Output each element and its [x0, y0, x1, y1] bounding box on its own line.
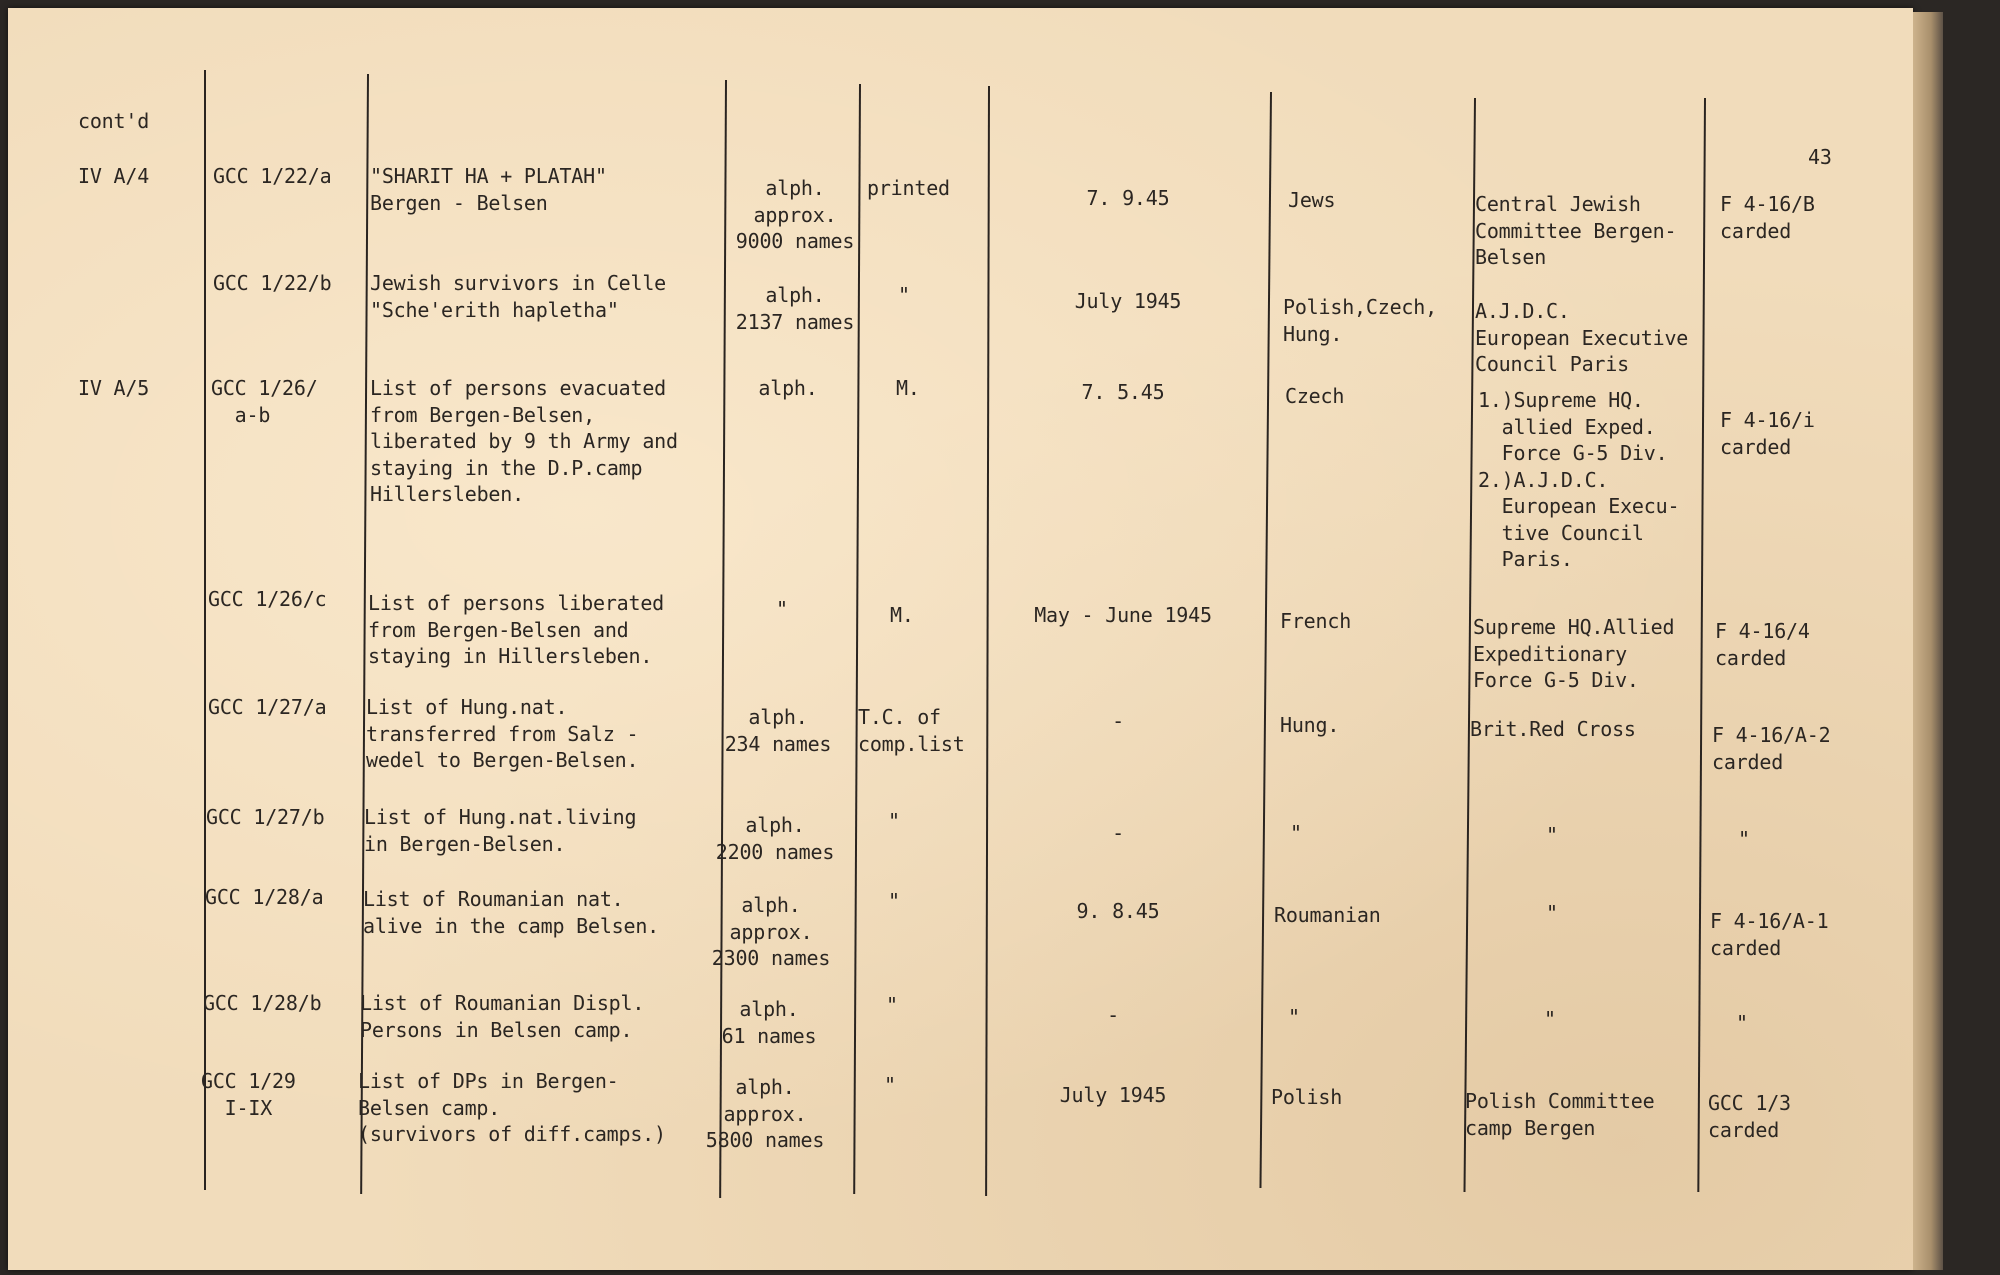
section-cell: IV A/4: [78, 164, 150, 188]
nationality-cell: French: [1280, 609, 1352, 633]
section-cell: IV A/5: [78, 376, 150, 400]
page-number: 43: [1808, 145, 1832, 169]
form-cell: ": [898, 283, 910, 307]
nationality-cell: Polish: [1271, 1085, 1343, 1109]
date-cell: -: [1112, 821, 1124, 845]
nationality-cell: ": [1290, 821, 1302, 845]
contd-label: cont'd: [78, 109, 150, 133]
description-cell: List of Roumanian nat. alive in the camp Belsen.: [363, 887, 660, 938]
remarks-cell: F 4-16/4 carded: [1715, 619, 1810, 670]
source-cell: Supreme HQ.Allied Expeditionary Force G-5 Div.: [1473, 615, 1675, 692]
remarks-cell: GCC 1/3 carded: [1708, 1091, 1791, 1142]
form-cell: T.C. of comp.list: [858, 705, 965, 756]
nationality-cell: Hung.: [1280, 713, 1340, 737]
form-cell: ": [886, 993, 898, 1017]
source-cell: 1.)Supreme HQ. allied Exped. Force G-5 Div. 2.)A.J.D.C. European Execu- tive Council Paris.: [1478, 388, 1680, 571]
form-cell: printed: [867, 176, 950, 200]
source-cell: Polish Committee camp Bergen: [1465, 1089, 1655, 1140]
arrangement-cell: alph. 2200 names: [715, 813, 835, 864]
description-cell: List of Hung.nat. transferred from Salz - wedel to Bergen-Belsen.: [366, 695, 639, 772]
arrangement-cell: alph. approx. 2300 names: [711, 893, 831, 970]
remarks-cell: F 4-16/A-2 carded: [1712, 723, 1831, 774]
description-cell: Jewish survivors in Celle "Sche'erith hapletha": [370, 271, 667, 322]
arrangement-cell: alph. 234 names: [724, 705, 832, 756]
column-rule: [204, 70, 206, 1190]
form-cell: ": [888, 809, 900, 833]
description-cell: List of persons liberated from Bergen-Belsen and staying in Hillersleben.: [368, 591, 665, 668]
arrangement-cell: alph. 61 names: [721, 997, 817, 1048]
description-cell: List of persons evacuated from Bergen-Belsen, liberated by 9 th Army and staying in the D.P.camp Hillersleben.: [370, 376, 678, 506]
source-cell: ": [1544, 1007, 1556, 1031]
reference-cell: GCC 1/22/a: [213, 164, 332, 188]
source-cell: Brit.Red Cross: [1470, 717, 1636, 741]
description-cell: List of Roumanian Displ. Persons in Belsen camp.: [360, 991, 645, 1042]
reference-cell: GCC 1/27/a: [208, 695, 327, 719]
page-edge: [1913, 12, 1943, 1270]
column-rule: [985, 86, 990, 1196]
remarks-cell: F 4-16/i carded: [1720, 408, 1815, 459]
form-cell: ": [888, 889, 900, 913]
nationality-cell: ": [1288, 1005, 1300, 1029]
date-cell: -: [1107, 1003, 1119, 1027]
date-cell: 9. 8.45: [1076, 899, 1160, 923]
reference-cell: GCC 1/22/b: [213, 271, 332, 295]
remarks-cell: F 4-16/B carded: [1720, 192, 1815, 243]
source-cell: Central Jewish Committee Bergen- Belsen: [1475, 192, 1677, 269]
document-page: [8, 8, 1913, 1270]
form-cell: M.: [896, 376, 920, 400]
description-cell: List of Hung.nat.living in Bergen-Belsen.: [364, 805, 637, 856]
arrangement-cell: alph.: [758, 376, 818, 400]
source-cell: A.J.D.C. European Executive Council Paris: [1475, 299, 1689, 376]
arrangement-cell: alph. approx. 9000 names: [735, 176, 855, 253]
reference-cell: GCC 1/26/ a-b: [211, 376, 318, 427]
date-cell: 7. 5.45: [1081, 380, 1165, 404]
arrangement-cell: alph. approx. 5800 names: [705, 1075, 825, 1152]
reference-cell: GCC 1/28/b: [203, 991, 322, 1015]
description-cell: List of DPs in Bergen- Belsen camp. (survivors of diff.camps.): [358, 1069, 666, 1146]
remarks-cell: ": [1736, 1011, 1748, 1035]
column-rule: [1697, 98, 1706, 1192]
form-cell: M.: [890, 603, 914, 627]
form-cell: ": [884, 1073, 896, 1097]
reference-cell: GCC 1/26/c: [208, 587, 327, 611]
date-cell: May - June 1945: [1034, 603, 1212, 627]
nationality-cell: Jews: [1288, 188, 1336, 212]
date-cell: 7. 9.45: [1086, 186, 1170, 210]
source-cell: ": [1546, 823, 1558, 847]
column-rule: [1259, 92, 1272, 1188]
reference-cell: GCC 1/27/b: [206, 805, 325, 829]
nationality-cell: Roumanian: [1274, 903, 1381, 927]
date-cell: -: [1112, 709, 1124, 733]
remarks-cell: F 4-16/A-1 carded: [1710, 909, 1829, 960]
reference-cell: GCC 1/28/a: [205, 885, 324, 909]
remarks-cell: ": [1738, 827, 1750, 851]
date-cell: July 1945: [1059, 1083, 1167, 1107]
arrangement-cell: alph. 2137 names: [735, 283, 855, 334]
nationality-cell: Czech: [1285, 384, 1345, 408]
description-cell: "SHARIT HA + PLATAH" Bergen - Belsen: [370, 164, 607, 215]
reference-cell: GCC 1/29 I-IX: [201, 1069, 296, 1120]
date-cell: July 1945: [1074, 289, 1182, 313]
nationality-cell: Polish,Czech, Hung.: [1283, 295, 1437, 346]
arrangement-cell: ": [776, 597, 788, 621]
source-cell: ": [1546, 901, 1558, 925]
